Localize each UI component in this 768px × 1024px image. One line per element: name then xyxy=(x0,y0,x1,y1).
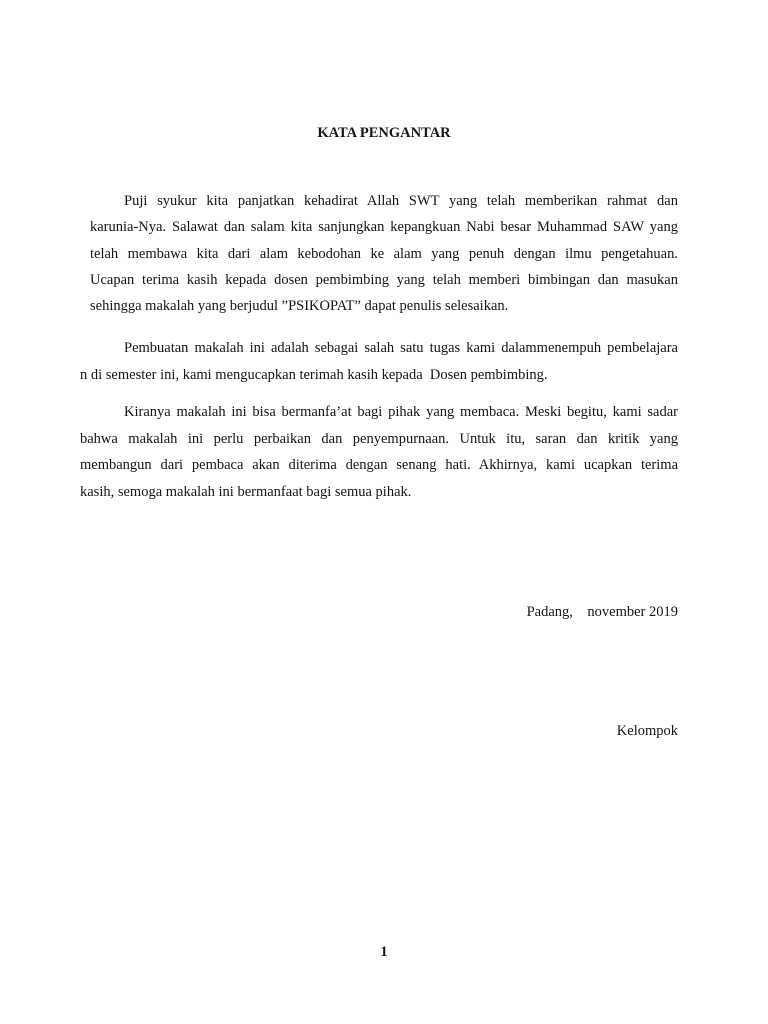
page-title: KATA PENGANTAR xyxy=(317,125,451,141)
paragraph-3-line-1: Kiranya makalah ini bisa bermanfa’at bagi pihak yang membaca. Meski begitu, kami sadar xyxy=(124,404,678,420)
paragraph-2-line-2: n di semester ini, kami mengucapkan terimah kasih kepada Dosen pembimbing. xyxy=(80,367,548,383)
paragraph-1-line-3: telah membawa kita dari alam kebodohan ke alam yang penuh dengan ilmu pengetahuan. xyxy=(90,246,678,262)
paragraph-3-line-4: kasih, semoga makalah ini bermanfaat bagi semua pihak. xyxy=(80,484,412,500)
paragraph-1-line-4: Ucapan terima kasih kepada dosen pembimbing yang telah memberi bimbingan dan masukan xyxy=(90,272,678,288)
paragraph-1-line-2: karunia-Nya. Salawat dan salam kita sanjungkan kepangkuan Nabi besar Muhammad SAW yang xyxy=(90,219,678,235)
paragraph-3-line-2: bahwa makalah ini perlu perbaikan dan penyempurnaan. Untuk itu, saran dan kritik yang xyxy=(80,431,678,447)
paragraph-2-line-1: Pembuatan makalah ini adalah sebagai salah satu tugas kami dalammenempuh pembelajara xyxy=(124,340,678,356)
paragraph-1-line-5: sehingga makalah yang berjudul ”PSIKOPAT” dapat penulis selesaikan. xyxy=(90,298,509,314)
paragraph-3-line-3: membangun dari pembaca akan diterima dengan senang hati. Akhirnya, kami ucapkan terima xyxy=(80,457,678,473)
signature: Kelompok xyxy=(616,723,678,739)
place-date: Padang, november 2019 xyxy=(526,604,678,620)
page-number: 1 xyxy=(380,944,388,960)
paragraph-1-line-1: Puji syukur kita panjatkan kehadirat Allah SWT yang telah memberikan rahmat dan xyxy=(124,193,678,209)
